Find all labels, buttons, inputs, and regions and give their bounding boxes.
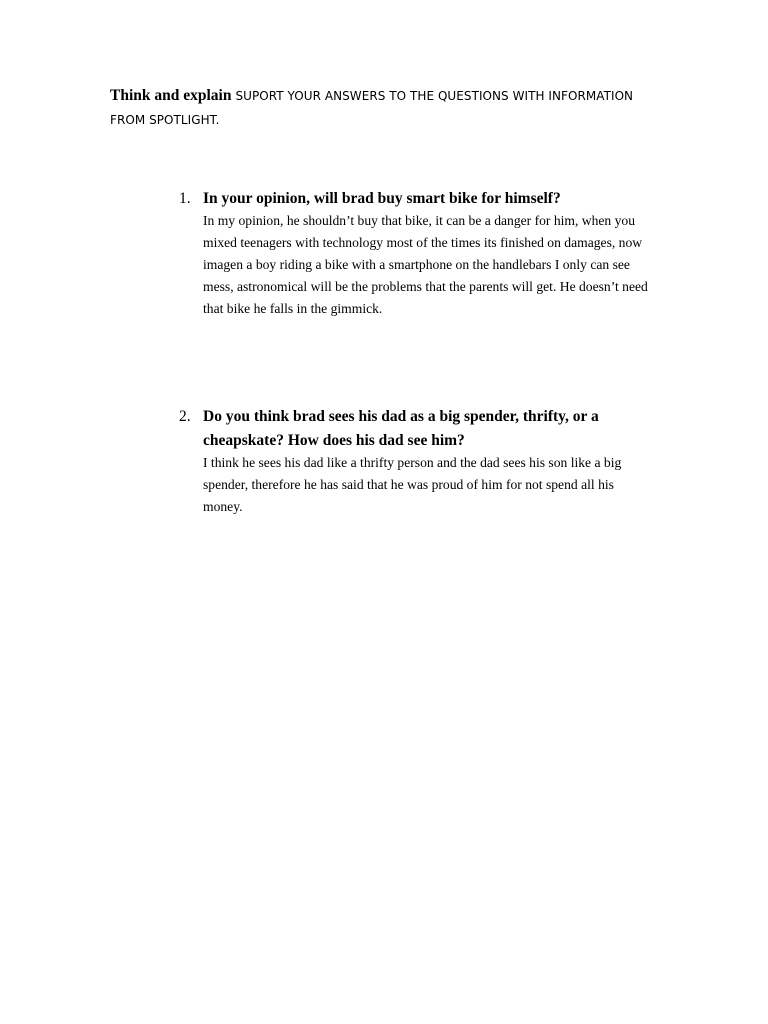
question-item-2 [176,405,656,518]
question-item-1 [176,187,656,320]
question-number: 2. [179,408,191,425]
document-header [110,84,670,132]
question-number: 1. [179,190,191,207]
header-title: Think and explain [110,87,232,104]
answer-text: I think he sees his dad like a thrifty person and the dad sees his son like a big spender, therefore he has said that he was proud of him for not spend all his money. [203,455,622,514]
question-heading [176,187,656,211]
question-heading [176,405,656,453]
question-text: Do you think brad sees his dad as a big spender, thrifty, or a cheapskate? How does his dad see him? [203,408,599,449]
header-instruction: SUPORT YOUR ANSWERS TO THE QUESTIONS WITH INFORMATION FROM SPOTLIGHT. [110,89,634,127]
answer-text: In my opinion, he shouldn’t buy that bike, it can be a danger for him, when you mixed teenagers with technology most of the times its finished on damages, now imagen a boy riding a bike with a smartphone on the handlebars I only can see mess, astronomical will be the problems that the parents will get. He doesn’t need that bike he falls in the gimmick. [203,213,648,316]
question-text: In your opinion, will brad buy smart bike for himself? [203,190,561,207]
